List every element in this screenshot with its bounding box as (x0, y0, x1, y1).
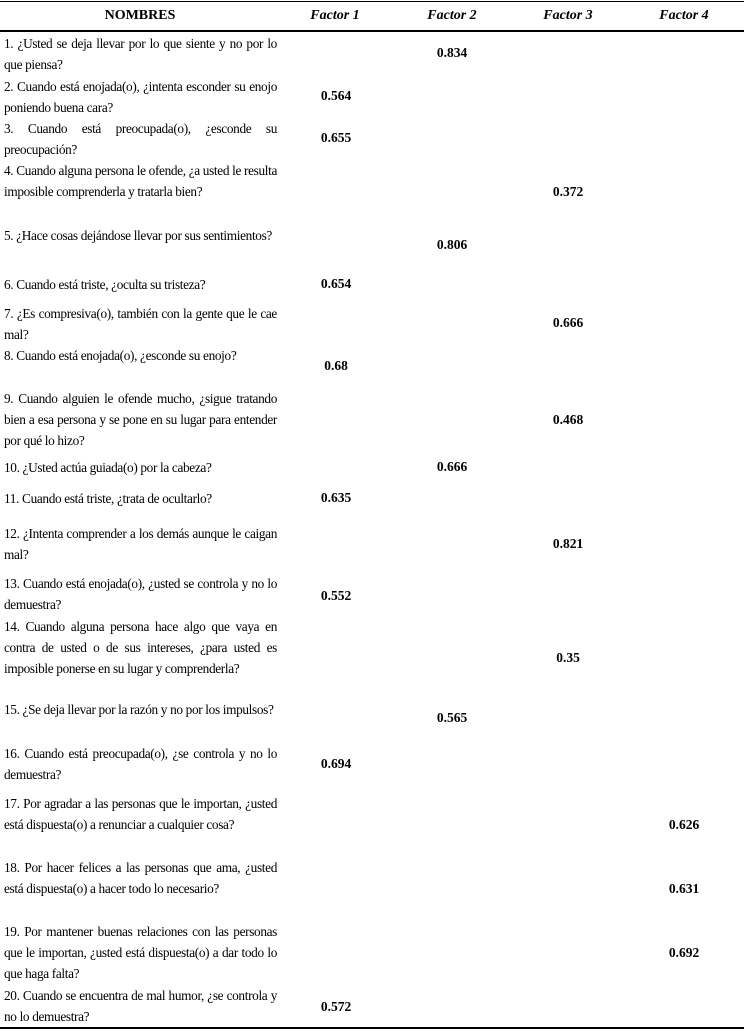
table-row-question: 2. Cuando está enojada(o), ¿intenta esconder su enojo poniendo buena cara? (4, 79, 277, 115)
factor-3-loading: 0.35 (556, 650, 580, 665)
table-row-question: 8. Cuando está enojada(o), ¿esconde su enojo? (4, 348, 237, 363)
factor-4-loading: 0.631 (668, 881, 700, 896)
factor-3-loading: 0.666 (552, 315, 584, 330)
factor-4-loading: 0.626 (668, 817, 700, 832)
header-bottom-rule (0, 30, 744, 32)
table-row-question: 15. ¿Se deja llevar por la razón y no por los impulsos? (4, 702, 274, 717)
factor-2-loading: 0.806 (436, 237, 468, 252)
table-row-question: 1. ¿Usted se deja llevar por lo que siente y no por lo que piensa? (4, 36, 277, 72)
factor-1-loading: 0.655 (320, 130, 352, 145)
table-top-rule (0, 1, 744, 2)
table-row-question: 11. Cuando está triste, ¿trata de ocultarlo? (4, 491, 212, 506)
table-row-question: 12. ¿Intenta comprender a los demás aunque le caigan mal? (4, 526, 277, 562)
table-row-question: 5. ¿Hace cosas dejándose llevar por sus sentimientos? (4, 228, 272, 243)
table-row-question: 18. Por hacer felices a las personas que ama, ¿usted está dispuesta(o) a hacer todo lo necesario? (4, 860, 277, 896)
factor-4-loading: 0.692 (668, 945, 700, 960)
table-row-question: 10. ¿Usted actúa guiada(o) por la cabeza? (4, 460, 212, 475)
factor-3-loading: 0.468 (552, 412, 584, 427)
factor-1-loading: 0.572 (320, 999, 352, 1014)
factor-2-loading: 0.666 (436, 459, 468, 474)
table-bottom-rule (0, 1027, 744, 1029)
header-factor-2: Factor 2 (427, 8, 477, 23)
table-row-question: 6. Cuando está triste, ¿oculta su tristeza? (4, 277, 206, 292)
table-row-question: 9. Cuando alguien le ofende mucho, ¿sigue tratando bien a esa persona y se pone en su lugar para entender por qué lo hizo? (4, 391, 277, 448)
table-row-question: 4. Cuando alguna persona le ofende, ¿a usted le resulta imposible comprenderla y tratarla bien? (4, 163, 277, 199)
factor-1-loading: 0.552 (320, 588, 352, 603)
table-row-question: 19. Por mantener buenas relaciones con las personas que le importan, ¿usted está dispuesta(o) a dar todo lo que haga falta? (4, 924, 277, 981)
factor-1-loading: 0.635 (320, 490, 352, 505)
table-row-question: 7. ¿Es compresiva(o), también con la gente que le cae mal? (4, 306, 277, 342)
table-row-question: 13. Cuando está enojada(o), ¿usted se controla y no lo demuestra? (4, 576, 277, 612)
table-row-question: 14. Cuando alguna persona hace algo que vaya en contra de usted o de sus intereses, ¿para usted es imposible ponerse en su lugar y comprenderla? (4, 619, 277, 676)
factor-1-loading: 0.654 (320, 276, 352, 291)
factor-3-loading: 0.821 (552, 536, 584, 551)
header-nombres: NOMBRES (104, 8, 176, 23)
factor-3-loading: 0.372 (552, 184, 584, 199)
header-factor-3: Factor 3 (543, 8, 593, 23)
table-row-question: 3. Cuando está preocupada(o), ¿esconde su preocupación? (4, 121, 277, 157)
factor-1-loading: 0.68 (324, 358, 348, 373)
table-row-question: 17. Por agradar a las personas que le importan, ¿usted está dispuesta(o) a renunciar a cualquier cosa? (4, 796, 277, 832)
header-factor-1: Factor 1 (310, 8, 360, 23)
factor-2-loading: 0.565 (436, 710, 468, 725)
factor-1-loading: 0.694 (320, 756, 352, 771)
header-factor-4: Factor 4 (659, 8, 709, 23)
factor-1-loading: 0.564 (320, 88, 352, 103)
table-row-question: 20. Cuando se encuentra de mal humor, ¿se controla y no lo demuestra? (4, 988, 277, 1024)
factor-2-loading: 0.834 (436, 45, 468, 60)
table-row-question: 16. Cuando está preocupada(o), ¿se controla y no lo demuestra? (4, 746, 277, 782)
